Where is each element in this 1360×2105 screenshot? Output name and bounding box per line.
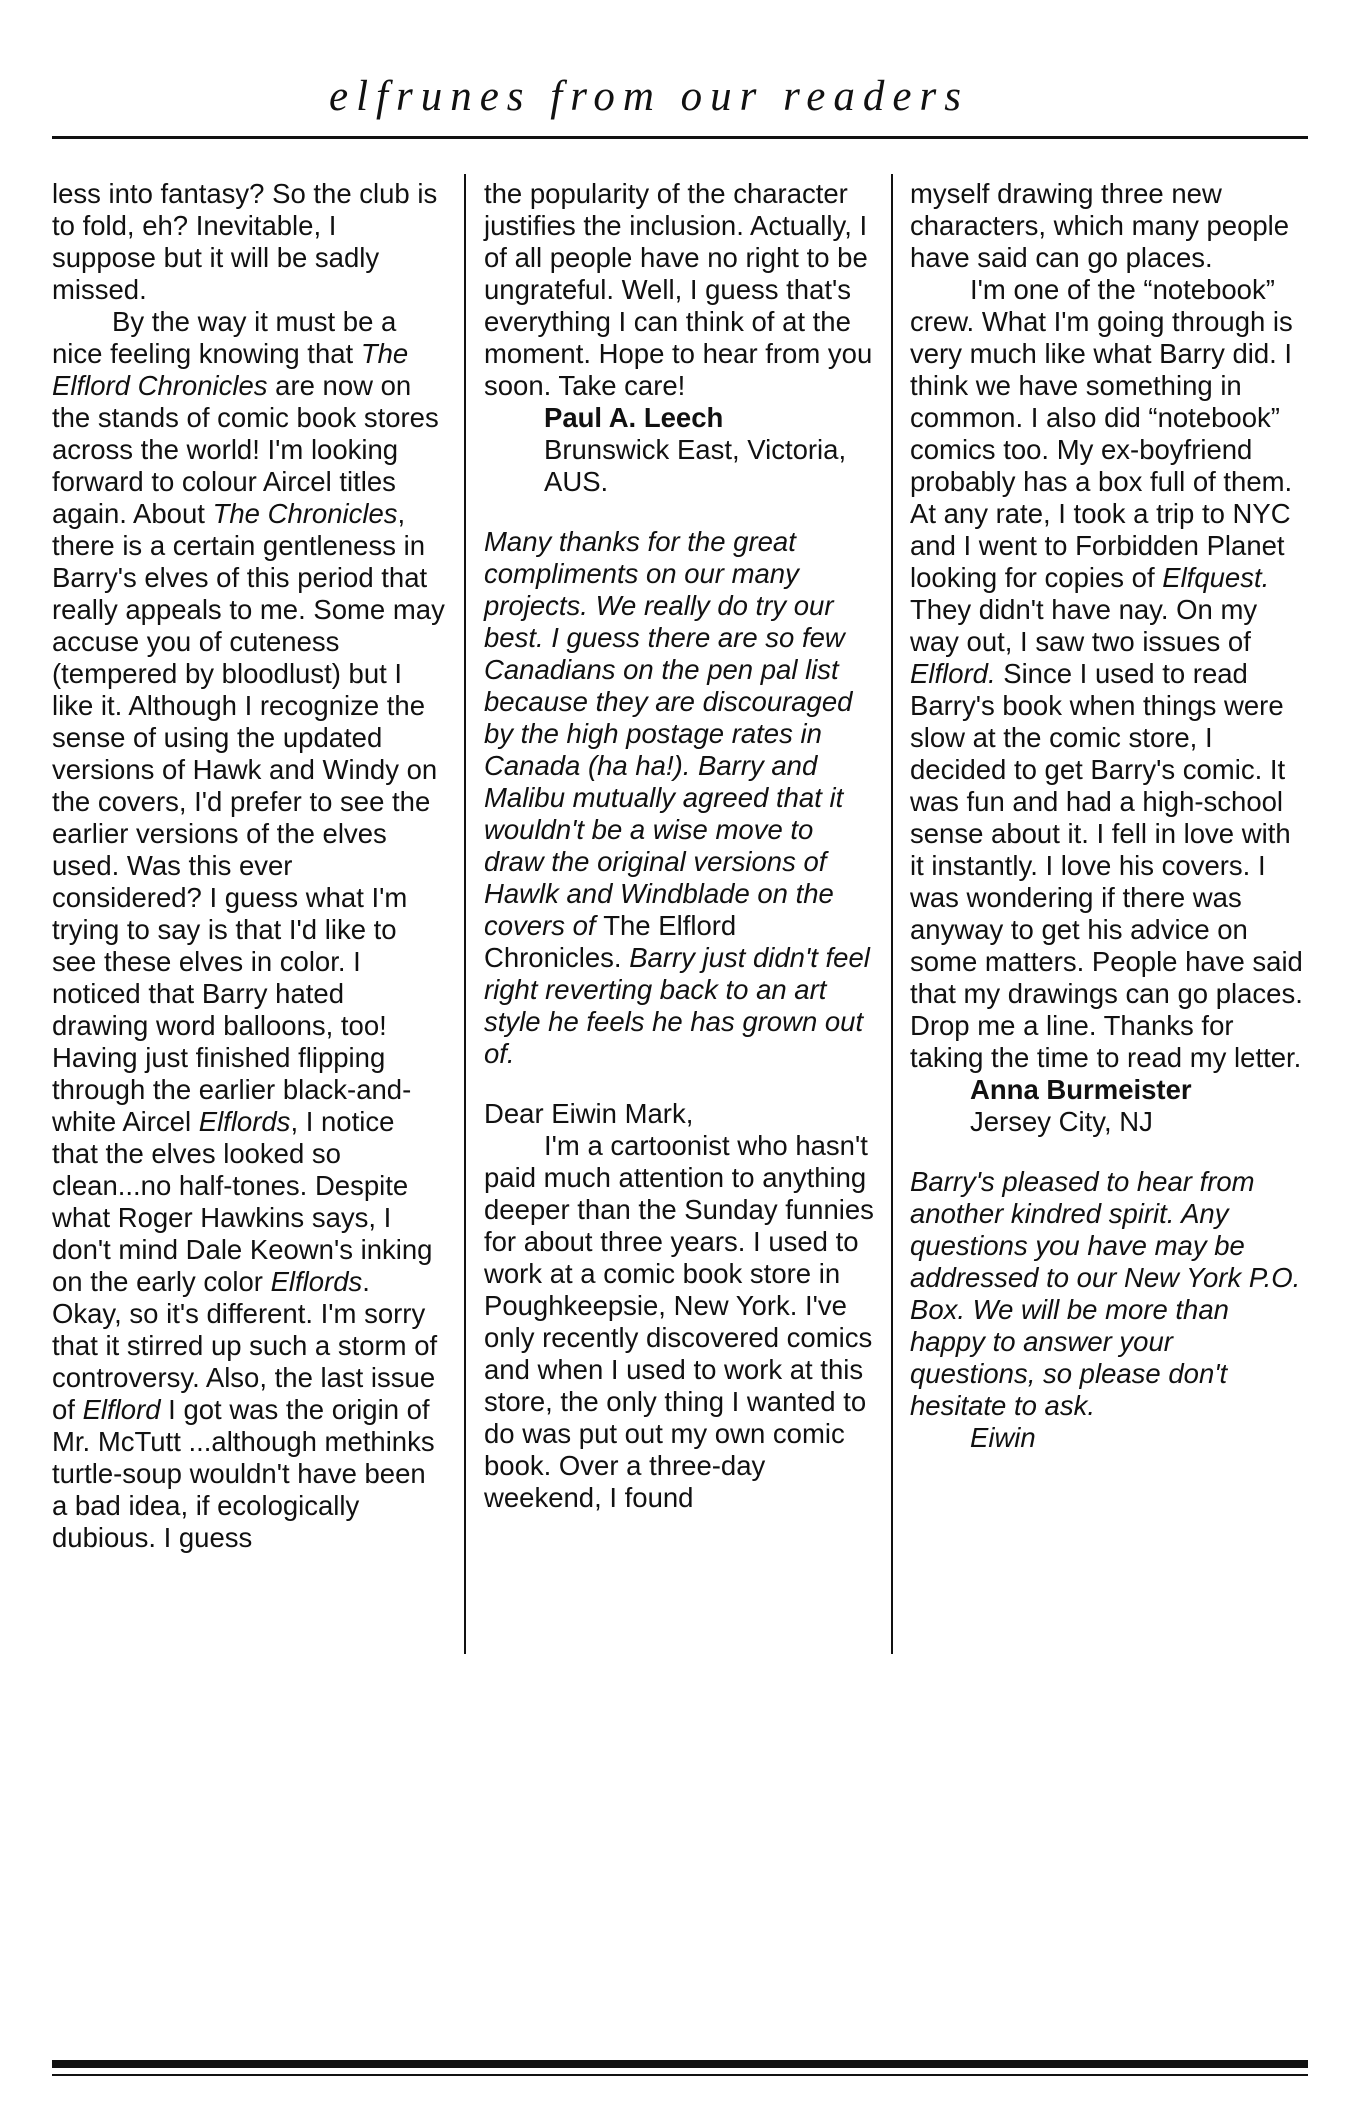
title-reference: The Elflord Chronicles. xyxy=(484,910,737,973)
editor-signature: Eiwin xyxy=(970,1422,1036,1453)
salutation: Dear Eiwin Mark, xyxy=(484,1098,694,1129)
page-title: elfrunes from our readers xyxy=(329,73,969,120)
title-reference: Elflords xyxy=(198,1106,291,1137)
signature-location: Brunswick East, Victoria, AUS. xyxy=(544,434,847,497)
footer-rule xyxy=(52,2074,1308,2076)
signature-location: Jersey City, NJ xyxy=(970,1106,1153,1137)
letter-paragraph: I'm a cartoonist who hasn't paid much attention to anything deeper than the Sunday funnies for about three years. I used to work at a comic book store in Poughkeepsie, New York. I've only recently discovered comics and when I used to work at this store, the only thing I wanted to do was put out my own comic book. Over a three-day weekend, I found xyxy=(484,1130,874,1513)
editor-reply: Barry's pleased to hear from another kindred spirit. Any questions you have may be addressed to our New York P.O. Box. We will be more than happy to answer your questions, so please don't hesitate to ask. xyxy=(910,1166,1301,1421)
title-reference: Elfquest. xyxy=(1162,562,1270,593)
footer-rule xyxy=(52,2060,1308,2068)
letter-paragraph: the popularity of the character justifies the inclusion. Actually, I of all people have no right to be ungrateful. Well, I guess that's everything I can think of at the moment. Hope to hear from you soon. Take care! xyxy=(484,178,873,401)
header-rule xyxy=(52,136,1308,139)
signature-name: Anna Burmeister xyxy=(970,1074,1192,1105)
column-divider xyxy=(464,174,466,1654)
column-divider xyxy=(891,174,893,1654)
title-reference: The Chronicles xyxy=(212,498,398,529)
letter-paragraph: I'm one of the “notebook” crew. What I'm going through is very much like what Barry did. I think we have something in common. I also did “notebook” comics too. My ex-boyfriend probably has a box full of them. At any rate, I took a trip to NYC and I went to Forbidden Planet looking for copies of Elfquest. They didn't have nay. On my way out, I saw two issues of Elflord. Since I used to read Barry's book when things were slow at the comic store, I decided to get Barry's comic. It was fun and had a high-school sense about it. I fell in love with it instantly. I love his covers. I was wondering if there was anyway to get his advice on some matters. People have said that my drawings can go places. Drop me a line. Thanks for taking the time to read my letter. xyxy=(910,274,1303,1073)
letter-paragraph: myself drawing three new characters, which many people have said can go places. xyxy=(910,178,1290,273)
title-reference: Elflord. xyxy=(910,658,996,689)
column-2 xyxy=(484,178,879,1514)
letter-paragraph: less into fantasy? So the club is to fold, eh? Inevitable, I suppose but it will be sadly missed. xyxy=(52,178,438,305)
editor-reply: Many thanks for the great compliments on our many projects. We really do try our best. I guess there are so few Canadians on the pen pal list because they are discouraged by the high postage rates in Canada (ha ha!). Barry and Malibu mutually agreed that it wouldn't be a wise move to draw the original versions of Hawlk and Windblade on the covers of The Elflord Chronicles. Barry just didn't feel right reverting back to an art style he feels he has grown out of. xyxy=(484,526,870,1069)
column-3 xyxy=(910,178,1305,1454)
title-reference: The Elflord Chronicles xyxy=(52,338,409,401)
title-reference: Elflords xyxy=(270,1266,363,1297)
letter-paragraph: By the way it must be a nice feeling knowing that The Elflord Chronicles are now on the stands of comic book stores across the world! I'm looking forward to colour Aircel titles again. About The Chronicles, there is a certain gentleness in Barry's elves of this period that really appeals to me. Some may accuse you of cuteness (tempered by bloodlust) but I like it. Although I recognize the sense of using the updated versions of Hawk and Windy on the covers, I'd prefer to see the earlier versions of the elves used. Was this ever considered? I guess what I'm trying to say is that I'd like to see these elves in color. I noticed that Barry hated drawing word balloons, too! Having just finished flipping through the earlier black-and-white Aircel Elflords, I notice that the elves looked so clean...no half-tones. Despite what Roger Hawkins says, I don't mind Dale Keown's inking on the early color Elflords. Okay, so it's different. I'm sorry that it stirred up such a storm of controversy. Also, the last issue of Elflord I got was the origin of Mr. McTutt ...although methinks turtle-soup wouldn't have been a bad idea, if ecologically dubious. I guess xyxy=(52,306,445,1553)
title-reference: Elflord xyxy=(82,1394,161,1425)
signature-name: Paul A. Leech xyxy=(544,402,724,433)
column-1 xyxy=(52,178,447,1554)
